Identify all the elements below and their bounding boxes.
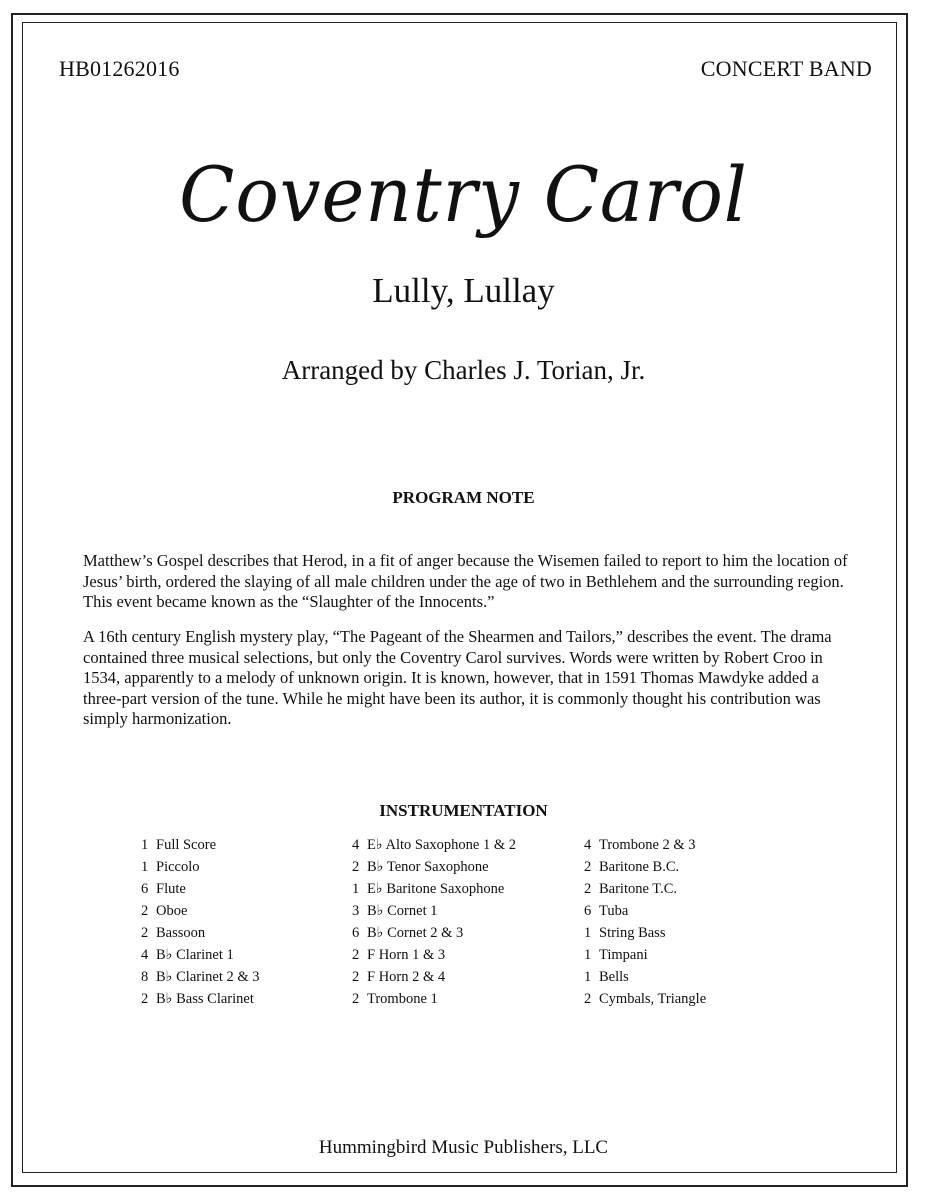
instrument-name: B♭ Cornet 2 & 3 xyxy=(367,925,464,941)
instrument-item xyxy=(584,900,706,922)
instrumentation-column xyxy=(141,834,260,1010)
instrument-name: Cymbals, Triangle xyxy=(599,991,707,1007)
program-note-paragraph: Matthew’s Gospel describes that Herod, in a fit of anger because the Wisemen failed to report to him the location of Jesus’ birth, ordered the slaying of all male children under the age of two in Bethlehem and the surrounding region. This event became known as the “Slaughter of the Innocents.” xyxy=(83,551,848,611)
instrument-name: B♭ Tenor Saxophone xyxy=(367,859,489,875)
instrument-quantity: 3 xyxy=(352,903,360,919)
instrument-quantity: 4 xyxy=(584,837,592,853)
instrument-quantity: 6 xyxy=(584,903,592,919)
arranger-credit: Arranged by Charles J. Torian, Jr. xyxy=(281,355,646,385)
instrument-quantity: 1 xyxy=(584,925,592,941)
instrument-item xyxy=(141,966,260,988)
instrument-quantity: 6 xyxy=(352,925,360,941)
instrument-name: Tuba xyxy=(599,903,629,919)
instrument-quantity: 1 xyxy=(352,881,360,897)
instrument-quantity: 2 xyxy=(141,991,149,1007)
instrument-quantity: 2 xyxy=(584,881,592,897)
instrument-quantity: 6 xyxy=(141,881,149,897)
instrument-quantity: 1 xyxy=(141,859,149,875)
instrument-item xyxy=(584,988,706,1010)
page-title: Coventry Carol xyxy=(179,150,748,239)
instrument-name: Bells xyxy=(599,969,629,985)
instrument-item xyxy=(352,834,516,856)
instrument-quantity: 1 xyxy=(141,837,149,853)
instrument-name: B♭ Clarinet 1 xyxy=(156,947,234,963)
instrument-name: Flute xyxy=(156,881,186,897)
instrument-quantity: 1 xyxy=(584,947,592,963)
instrument-quantity: 2 xyxy=(584,991,592,1007)
instrument-quantity: 4 xyxy=(141,947,149,963)
instrumentation-heading: INSTRUMENTATION xyxy=(379,801,548,820)
instrument-quantity: 2 xyxy=(141,903,149,919)
instrument-item xyxy=(584,878,706,900)
instrument-quantity: 2 xyxy=(352,947,360,963)
instrument-item xyxy=(141,856,260,878)
instrument-item xyxy=(141,944,260,966)
instrument-name: Bassoon xyxy=(156,925,206,941)
instrument-name: Timpani xyxy=(599,947,648,963)
instrument-name: Piccolo xyxy=(156,859,200,875)
instrument-item xyxy=(141,834,260,856)
instrument-name: Oboe xyxy=(156,903,188,919)
instrument-item xyxy=(584,856,706,878)
instrument-name: String Bass xyxy=(599,925,666,941)
instrument-name: F Horn 1 & 3 xyxy=(367,947,446,963)
publisher-footer: Hummingbird Music Publishers, LLC xyxy=(318,1137,609,1158)
program-note-paragraph: A 16th century English mystery play, “The Pageant of the Shearmen and Tailors,” describes the event. The drama contained three musical selections, but only the Coventry Carol survives. Words were written by Robert Croo in 1534, apparently to a melody of unknown origin. It is known, however, that in 1591 Thomas Mawdyke added a three-part version of the tune. While he might have been its author, it is commonly thought his contribution was simply harmonization. xyxy=(83,627,832,728)
instrumentation-column xyxy=(584,834,706,1010)
instrument-item xyxy=(352,878,516,900)
instrument-quantity: 2 xyxy=(352,859,360,875)
instrument-name: Full Score xyxy=(156,837,217,853)
instrument-item xyxy=(352,944,516,966)
instrument-item xyxy=(584,944,706,966)
instrument-item xyxy=(352,966,516,988)
instrument-item xyxy=(352,922,516,944)
instrument-item xyxy=(141,988,260,1010)
instrument-name: B♭ Bass Clarinet xyxy=(156,991,254,1007)
instrument-name: Trombone 1 xyxy=(367,991,438,1007)
instrument-item xyxy=(584,922,706,944)
instrument-name: B♭ Cornet 1 xyxy=(367,903,438,919)
instrument-name: Baritone B.C. xyxy=(599,859,680,875)
instrument-item xyxy=(141,878,260,900)
instrument-name: E♭ Baritone Saxophone xyxy=(367,881,505,897)
instrument-quantity: 2 xyxy=(352,969,360,985)
instrument-item xyxy=(352,856,516,878)
instrument-item xyxy=(352,900,516,922)
instrument-quantity: 1 xyxy=(584,969,592,985)
instrument-name: Trombone 2 & 3 xyxy=(599,837,696,853)
instrument-name: E♭ Alto Saxophone 1 & 2 xyxy=(367,837,517,853)
catalog-code: HB01262016 xyxy=(59,56,180,81)
instrument-quantity: 8 xyxy=(141,969,149,985)
instrument-quantity: 2 xyxy=(352,991,360,1007)
instrument-name: B♭ Clarinet 2 & 3 xyxy=(156,969,260,985)
instrument-item xyxy=(141,900,260,922)
program-note-heading: PROGRAM NOTE xyxy=(392,488,535,507)
instrument-item xyxy=(352,988,516,1010)
instrument-item xyxy=(141,922,260,944)
ensemble-category: CONCERT BAND xyxy=(700,56,872,81)
instrument-quantity: 2 xyxy=(584,859,592,875)
instrument-quantity: 4 xyxy=(352,837,360,853)
instrument-quantity: 2 xyxy=(141,925,149,941)
instrumentation-column xyxy=(352,834,516,1010)
instrument-name: Baritone T.C. xyxy=(599,881,677,897)
instrument-item xyxy=(584,966,706,988)
instrument-item xyxy=(584,834,706,856)
page-subtitle: Lully, Lullay xyxy=(372,271,555,310)
instrument-name: F Horn 2 & 4 xyxy=(367,969,446,985)
